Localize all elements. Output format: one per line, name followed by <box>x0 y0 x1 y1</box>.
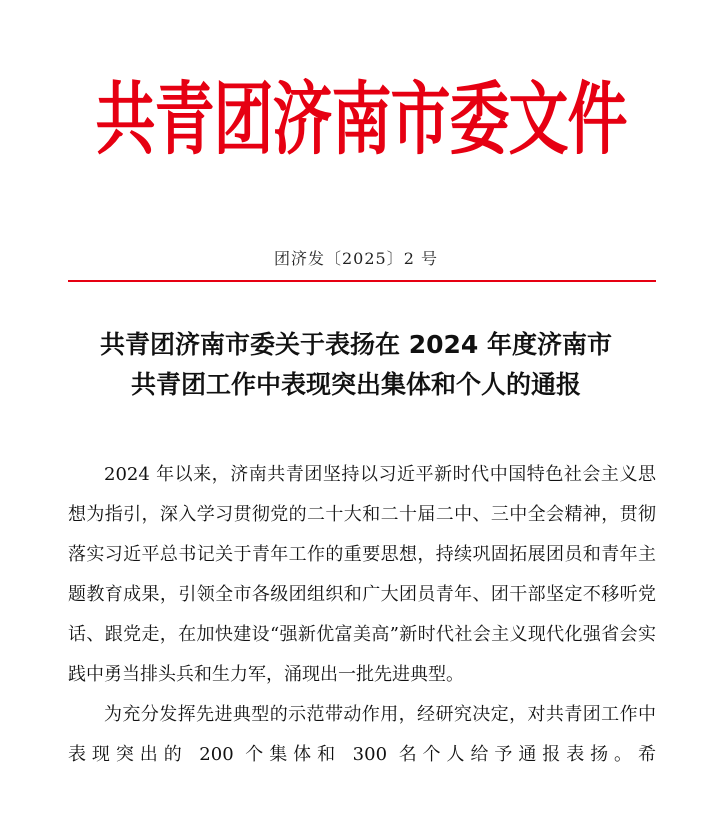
title-line-2: 共青团工作中表现突出集体和个人的通报 <box>130 370 581 399</box>
document-body <box>68 455 656 775</box>
body-paragraph-1: 2024 年以来，济南共青团坚持以习近平新时代中国特色社会主义思想为指引，深入学习贯彻党的二十大和二十届二中、三中全会精神，贯彻落实习近平总书记关于青年工作的重要思想，持续巩固拓展团员和青年主题教育成果，引领全市各级团组织和广大团员青年、团干部坚定不移听党话、跟党走，在加快建设“强新优富美高”新时代社会主义现代化强省会实践中勇当排头兵和生力军，涌现出一批先进典型。 <box>68 464 656 685</box>
issuer-header: 共青团济南市委文件 <box>95 73 627 167</box>
body-paragraph-2: 为充分发挥先进典型的示范带动作用，经研究决定，对共青团工作中表现突出的 200 个集体和 300 名个人给予通报表扬。希 <box>68 704 656 765</box>
document-title <box>40 325 672 405</box>
red-divider-line <box>68 280 656 282</box>
title-line-1: 共青团济南市委关于表扬在 2024 年度济南市 <box>100 330 612 359</box>
document-number: 团济发〔2025〕2 号 <box>274 249 438 268</box>
